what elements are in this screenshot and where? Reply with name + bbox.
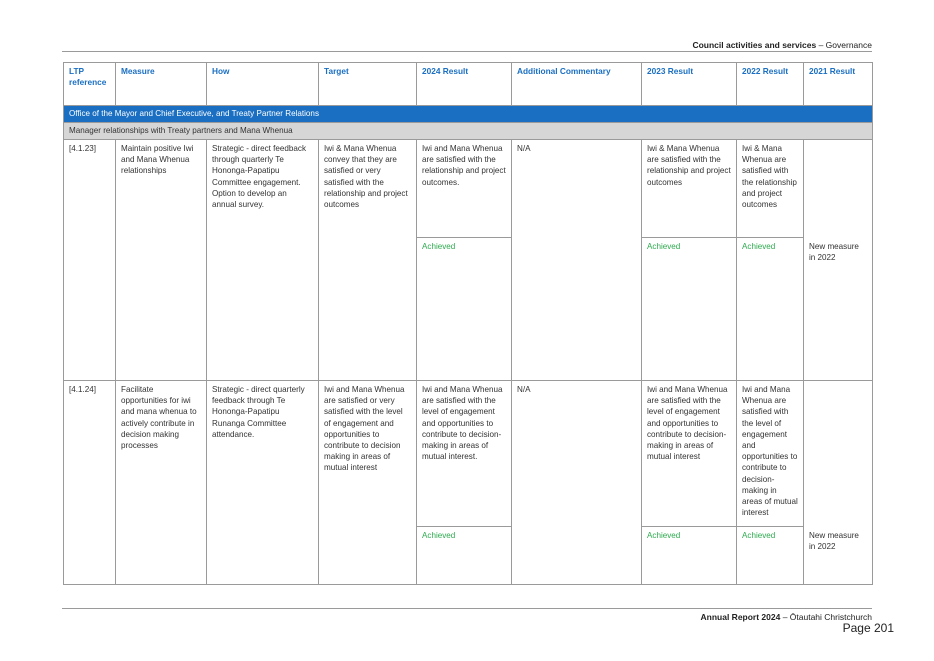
how-cell: Strategic - direct feedback through quarterly Te Hononga-Papatipu Committee engagement. Option to develop an annual survey. (207, 140, 319, 381)
commentary-cell: N/A (512, 140, 642, 381)
header-rule (62, 51, 872, 52)
measure-cell: Maintain positive Iwi and Mana Whenua relationships (116, 140, 207, 381)
status-2021-cell: New measure in 2022 (804, 238, 873, 381)
running-footer-report: Annual Report 2024 (700, 612, 781, 622)
result-2024-cell: Iwi and Mana Whenua are satisfied with the relationship and project outcomes. (417, 140, 512, 238)
column-header-additional-commentary: Additional Commentary (512, 63, 642, 106)
column-header-2024-result: 2024 Result (417, 63, 512, 106)
column-header-how: How (207, 63, 319, 106)
result-2023-cell: Iwi & Mana Whenua are satisfied with the relationship and project outcomes (642, 140, 737, 238)
column-header-ltp-reference: LTP reference (64, 63, 116, 106)
running-header (692, 40, 872, 50)
target-cell: Iwi & Mana Whenua convey that they are satisfied or very satisfied with the relationship and project outcomes (319, 140, 417, 381)
page-number: Page 201 (842, 621, 894, 635)
table-row (64, 381, 873, 527)
performance-table (63, 62, 873, 585)
column-header-measure: Measure (116, 63, 207, 106)
status-2023-cell: Achieved (642, 527, 737, 585)
running-header-subsection: – Governance (816, 40, 872, 50)
running-header-section: Council activities and services (692, 40, 817, 50)
running-footer-location: – Ōtautahi Christchurch (780, 612, 872, 622)
table-row (64, 140, 873, 238)
target-cell: Iwi and Mana Whenua are satisfied or very satisfied with the level of engagement and opportunities to contribute to decision making in areas of mutual interest (319, 381, 417, 585)
column-header-2021-result: 2021 Result (804, 63, 873, 106)
result-2021-cell (804, 381, 873, 527)
result-2024-cell: Iwi and Mana Whenua are satisfied with the level of engagement and opportunities to contribute to decision-making in areas of mutual interest. (417, 381, 512, 527)
status-2024-cell: Achieved (417, 527, 512, 585)
status-2021-cell: New measure in 2022 (804, 527, 873, 585)
subsection-row (64, 123, 873, 140)
section-title: Office of the Mayor and Chief Executive, and Treaty Partner Relations (64, 106, 873, 123)
how-cell: Strategic - direct quarterly feedback through Te Hononga-Papatipu Runanga Committee attendance. (207, 381, 319, 585)
ltp-reference-cell: [4.1.23] (64, 140, 116, 381)
status-2022-cell: Achieved (737, 527, 804, 585)
result-2022-cell: Iwi & Mana Whenua are satisfied with the relationship and project outcomes (737, 140, 804, 238)
commentary-cell: N/A (512, 381, 642, 585)
status-2022-cell: Achieved (737, 238, 804, 381)
status-2023-cell: Achieved (642, 238, 737, 381)
measure-cell: Facilitate opportunities for iwi and mana whenua to actively contribute in decision making processes (116, 381, 207, 585)
subsection-title: Manager relationships with Treaty partners and Mana Whenua (64, 123, 873, 140)
table-header-row (64, 63, 873, 106)
status-2024-cell: Achieved (417, 238, 512, 381)
result-2022-cell: Iwi and Mana Whenua are satisfied with the level of engagement and opportunities to contribute to decision-making in areas of mutual interest (737, 381, 804, 527)
result-2023-cell: Iwi and Mana Whenua are satisfied with the level of engagement and opportunities to contribute to decision-making in areas of mutual interest (642, 381, 737, 527)
result-2021-cell (804, 140, 873, 238)
column-header-2022-result: 2022 Result (737, 63, 804, 106)
footer-rule (62, 608, 872, 609)
column-header-target: Target (319, 63, 417, 106)
column-header-2023-result: 2023 Result (642, 63, 737, 106)
ltp-reference-cell: [4.1.24] (64, 381, 116, 585)
section-row (64, 106, 873, 123)
